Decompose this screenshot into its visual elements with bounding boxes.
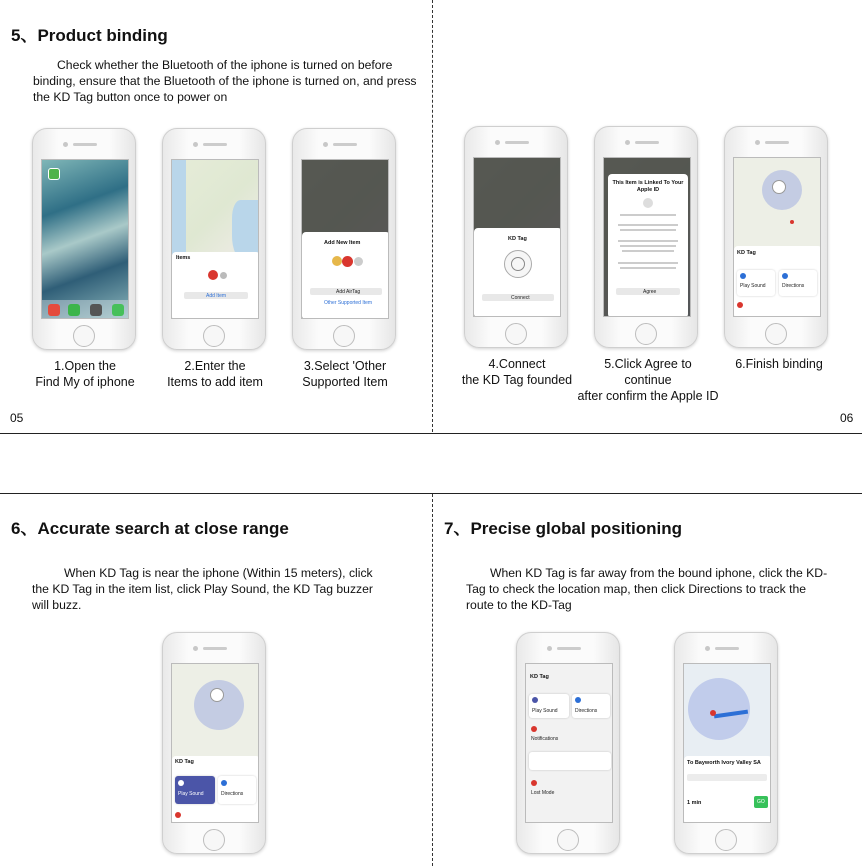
text-placeholder [622, 250, 674, 252]
phone-step3 [292, 128, 396, 350]
add-airtag-label: Add AirTag [336, 288, 361, 295]
directions-card[interactable] [572, 694, 610, 718]
step3-caption [280, 358, 410, 390]
play-sound-card[interactable] [529, 694, 569, 718]
item-icon [332, 256, 342, 266]
section7-intro: When KD Tag is far away from the bound iphone, click the KD-Tag to check the location map, then click Directions to track the route to the KD-Tag [466, 566, 828, 612]
caption-line: Supported Item [302, 375, 388, 389]
phone-speaker [505, 141, 529, 144]
play-icon [532, 697, 538, 703]
phone-camera [625, 140, 630, 145]
text-placeholder [620, 245, 676, 247]
connect-sheet [474, 228, 561, 317]
text-placeholder [618, 240, 678, 242]
linked-title: This Item is Linked To Your Apple ID [612, 180, 684, 193]
caption-line: 5.Click Agree to [604, 357, 692, 371]
step4-caption [452, 356, 582, 388]
text-placeholder [618, 224, 678, 226]
play-sound-card[interactable] [737, 270, 775, 296]
kd-tag-title: KD Tag [175, 759, 194, 765]
phone-camera [755, 140, 760, 145]
add-new-item-screen [301, 159, 389, 319]
go-label: GO [757, 799, 765, 805]
caption-line: continue [624, 373, 672, 387]
step5-caption [568, 356, 728, 404]
location-halo [688, 678, 750, 740]
notification-icon [531, 726, 537, 732]
apple-id-avatar [643, 198, 653, 208]
notifications-label: Notifications [531, 736, 559, 742]
go-button[interactable] [754, 796, 768, 808]
dock [42, 300, 128, 319]
messages-app-icon[interactable] [112, 304, 124, 316]
phone-speaker [203, 143, 227, 146]
home-button [635, 323, 657, 345]
phone-speaker [715, 647, 739, 650]
phone-camera [547, 646, 552, 651]
notification-icon [175, 812, 181, 818]
directions-label: Directions [575, 708, 598, 714]
page-number-right: 06 [840, 411, 854, 425]
caption-line: 1.Open the [54, 359, 116, 373]
play-icon [740, 273, 746, 279]
play-sound-label: Play Sound [178, 791, 204, 797]
phone-speaker [635, 141, 659, 144]
phone-camera [705, 646, 710, 651]
phone-camera [63, 142, 68, 147]
directions-card[interactable] [218, 776, 256, 804]
finished-screen [733, 157, 821, 317]
other-supported-item-link[interactable]: Other Supported Item [324, 300, 373, 306]
connect-label: Connect [511, 294, 530, 301]
directions-label: Directions [782, 283, 805, 289]
directions-screen [683, 663, 771, 823]
agree-button[interactable] [616, 288, 680, 295]
play-sound-screen [171, 663, 259, 823]
phone-speaker [333, 143, 357, 146]
transport-modes[interactable] [687, 774, 767, 781]
lost-mode-label[interactable]: Lost Mode [531, 790, 555, 796]
item-icon [354, 257, 363, 266]
play-sound-card-active[interactable] [175, 776, 215, 804]
home-button [715, 829, 737, 851]
text-placeholder [620, 229, 676, 231]
page-divider-bottom [432, 494, 433, 866]
kd-tag-sheet [734, 246, 821, 317]
play-sound-label: Play Sound [740, 283, 766, 289]
home-button [765, 323, 787, 345]
phone-step6 [724, 126, 828, 348]
page-separator-bottom [0, 493, 862, 494]
items-sheet [172, 252, 259, 319]
home-button [73, 325, 95, 347]
kd-tag-title: KD Tag [508, 236, 527, 242]
add-item-label: Add Item [206, 292, 227, 299]
linked-screen [603, 157, 691, 317]
connect-screen [473, 157, 561, 317]
phone-camera [323, 142, 328, 147]
location-dot [790, 220, 794, 224]
text-placeholder [620, 267, 676, 269]
caption-line: 6.Finish binding [735, 357, 823, 371]
home-button [203, 829, 225, 851]
add-new-item-sheet [302, 232, 389, 319]
route-destination: To Bayworth Ivory Valley SA [687, 760, 761, 766]
phone-section7-a [516, 632, 620, 854]
phone-app-icon[interactable] [68, 304, 80, 316]
item-icon [342, 256, 353, 267]
phone-speaker [765, 141, 789, 144]
phone-camera [495, 140, 500, 145]
app-icon[interactable] [48, 304, 60, 316]
map-water [232, 200, 259, 260]
page-number-left: 05 [10, 411, 24, 425]
phone-speaker [557, 647, 581, 650]
phone-step1 [32, 128, 136, 350]
route-time: 1 min [687, 800, 702, 806]
play-icon [178, 780, 184, 786]
directions-icon [221, 780, 227, 786]
play-sound-label: Play Sound [532, 708, 558, 714]
page-divider-top [432, 0, 433, 432]
kd-tag-title: KD Tag [737, 250, 756, 256]
add-new-item-title: Add New Item [324, 240, 361, 246]
notify-row[interactable] [529, 752, 611, 770]
items-screen [171, 159, 259, 319]
add-airtag-button[interactable] [310, 288, 382, 295]
find-my-app-icon[interactable] [48, 168, 60, 180]
home-button [203, 325, 225, 347]
home-button [505, 323, 527, 345]
phone-camera [193, 646, 198, 651]
caption-line: after confirm the Apple ID [577, 389, 719, 403]
section5-title: 5、Product binding [11, 26, 168, 45]
phone-step4 [464, 126, 568, 348]
notification-icon [737, 302, 743, 308]
kd-tag-device-ring [511, 257, 525, 271]
item-icon [220, 272, 227, 279]
linked-sheet [608, 174, 688, 317]
section6-title: 6、Accurate search at close range [11, 519, 289, 538]
step1-caption [20, 358, 150, 390]
directions-label: Directions [221, 791, 244, 797]
caption-line: 4.Connect [488, 357, 546, 371]
section7-title: 7、Precise global positioning [444, 519, 683, 538]
phone-section6 [162, 632, 266, 854]
section6-intro: When KD Tag is near the iphone (Within 15 meters), click the KD Tag in the item list, click Play Sound, the KD Tag buzzer will buzz. [32, 566, 373, 612]
map-water [172, 160, 186, 255]
phone-step5 [594, 126, 698, 348]
text-placeholder [620, 214, 676, 216]
home-button [557, 829, 579, 851]
caption-line: Find My of iphone [35, 375, 135, 389]
phone-section7-b [674, 632, 778, 854]
phone-camera [193, 142, 198, 147]
lost-mode-icon [531, 780, 537, 786]
kd-tag-sheet [172, 756, 259, 823]
caption-line: Items to add item [167, 375, 263, 389]
tag-pin-icon [772, 180, 786, 194]
text-placeholder [618, 262, 678, 264]
item-detail-screen [525, 663, 613, 823]
caption-line: the KD Tag founded [461, 373, 573, 387]
kd-tag-title: KD Tag [530, 674, 549, 680]
phone-speaker [73, 143, 97, 146]
directions-icon [782, 273, 788, 279]
camera-app-icon[interactable] [90, 304, 102, 316]
caption-line: 3.Select 'Other [303, 359, 387, 373]
connect-button[interactable] [482, 294, 554, 301]
step6-caption [714, 356, 844, 372]
add-item-button[interactable] [184, 292, 248, 299]
step2-caption [150, 358, 280, 390]
caption-line: 2.Enter the [184, 359, 246, 373]
page-separator-top [0, 433, 862, 434]
route-sheet [684, 756, 771, 823]
directions-card[interactable] [779, 270, 817, 296]
destination-pin [710, 710, 716, 716]
agree-label: Agree [643, 288, 657, 295]
phone-speaker [203, 647, 227, 650]
tag-pin-icon [210, 688, 224, 702]
item-icon [208, 270, 218, 280]
phone-step2 [162, 128, 266, 350]
home-button [333, 325, 355, 347]
section5-intro: Check whether the Bluetooth of the iphone is turned on before binding, ensure that the Bluetooth of the iphone is turned on, and press the KD Tag button once to power on [33, 58, 417, 104]
home-screen [41, 159, 129, 319]
items-label: Items [176, 255, 191, 261]
directions-icon [575, 697, 581, 703]
